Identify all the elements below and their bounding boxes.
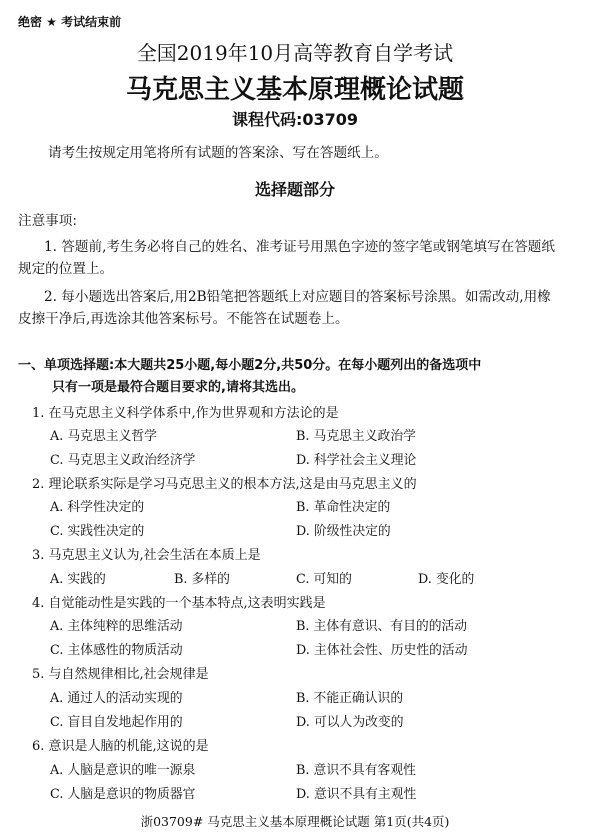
question-3-option-b: B. 多样的	[174, 572, 230, 587]
answer-instruction: 请考生按规定用笔将所有试题的答案涂、写在答题纸上。	[48, 145, 388, 161]
exam-session-title: 全国2019年10月高等教育自学考试	[136, 41, 454, 65]
question-6-option-b: B. 意识不具有客观性	[296, 763, 416, 778]
question-3-option-a: A. 实践的	[50, 572, 106, 587]
question-5-option-b: B. 不能正确认识的	[296, 691, 404, 706]
question-6-stem: 6. 意识是人脑的机能,这说的是	[32, 739, 209, 754]
page-footer: 浙03709# 马克思主义基本原理概论试题 第1页(共4页)	[140, 814, 450, 829]
note-1-line1: 1. 答题前,考生务必将自己的姓名、准考证号用黑色字迹的签字笔或钢笔填写在答题纸	[44, 239, 555, 255]
question-2-stem: 2. 理论联系实际是学习马克思主义的根本方法,这是由马克思主义的	[32, 477, 417, 492]
note-1-line2: 规定的位置上。	[18, 261, 114, 277]
question-6-option-d: D. 意识不具有主观性	[296, 787, 417, 802]
section-title: 选择题部分	[254, 180, 335, 199]
question-3-option-c: C. 可知的	[296, 572, 352, 587]
question-1-option-a: A. 马克思主义哲学	[50, 429, 157, 444]
question-6-option-a: A. 人脑是意识的唯一源泉	[50, 763, 196, 778]
question-4-stem: 4. 自觉能动性是实践的一个基本特点,这表明实践是	[32, 596, 326, 611]
part-one-heading-line1: 一、单项选择题:本大题共25小题,每小题2分,共50分。在每小题列出的备选项中	[18, 358, 482, 373]
confidential-label: 绝密 ★ 考试结束前	[18, 15, 122, 29]
question-4-option-b: B. 主体有意识、有目的的活动	[296, 619, 468, 634]
note-2-line2: 皮擦干净后,再选涂其他答案标号。不能答在试题卷上。	[18, 311, 349, 327]
question-5-option-c: C. 盲目自发地起作用的	[50, 715, 183, 730]
question-5-stem: 5. 与自然规律相比,社会规律是	[32, 667, 209, 682]
question-4-option-c: C. 主体感性的物质活动	[50, 643, 183, 658]
course-code: 课程代码:03709	[231, 110, 359, 129]
question-3-option-d: D. 变化的	[418, 572, 475, 587]
question-2-option-d: D. 阶级性决定的	[296, 524, 391, 539]
notes-heading: 注意事项:	[18, 213, 77, 229]
question-3-stem: 3. 马克思主义认为,社会生活在本质上是	[32, 548, 261, 563]
question-2-option-c: C. 实践性决定的	[50, 524, 145, 539]
question-6-option-c: C. 人脑是意识的物质器官	[50, 787, 196, 802]
question-5-option-d: D. 可以人为改变的	[296, 715, 404, 730]
question-2-option-b: B. 革命性决定的	[296, 500, 391, 515]
question-1-option-c: C. 马克思主义政治经济学	[50, 453, 196, 468]
question-1-stem: 1. 在马克思主义科学体系中,作为世界观和方法论的是	[32, 406, 339, 421]
question-4-option-d: D. 主体社会性、历史性的活动	[296, 643, 468, 658]
subject-title: 马克思主义基本原理概论试题	[125, 75, 464, 105]
note-2-line1: 2. 每小题选出答案后,用2B铅笔把答题纸上对应题目的答案标号涂黑。如需改动,用橡	[44, 289, 551, 305]
question-4-option-a: A. 主体纯粹的思维活动	[50, 619, 183, 634]
question-1-option-b: B. 马克思主义政治学	[296, 429, 416, 444]
question-2-option-a: A. 科学性决定的	[50, 500, 145, 515]
question-5-option-a: A. 通过人的活动实现的	[50, 691, 183, 706]
part-one-heading-line2: 只有一项是最符合题目要求的,请将其选出。	[52, 380, 304, 395]
question-1-option-d: D. 科学社会主义理论	[296, 453, 417, 468]
